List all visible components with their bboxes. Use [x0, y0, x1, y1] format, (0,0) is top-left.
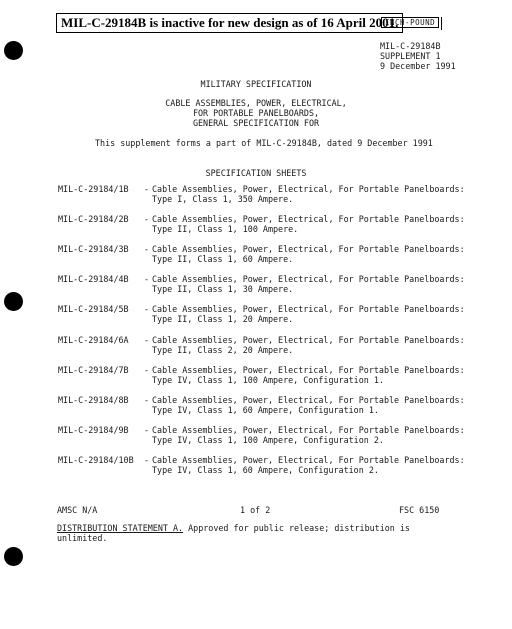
sheet-desc-line-1: Cable Assemblies, Power, Electrical, For Portable Panelboards:: [152, 184, 465, 194]
amsc-code: AMSC N/A: [57, 505, 98, 515]
sheet-dash: -: [144, 214, 150, 224]
punch-hole: [4, 41, 23, 60]
sheet-dash: -: [144, 395, 150, 405]
sheet-desc-line-2: Type IV, Class 1, 60 Ampere, Configuration 2.: [152, 465, 379, 475]
sheet-desc-line-1: Cable Assemblies, Power, Electrical, For Portable Panelboards:: [152, 274, 465, 284]
spec-heading: MILITARY SPECIFICATION: [200, 79, 312, 89]
sheet-desc-line-1: Cable Assemblies, Power, Electrical, For Portable Panelboards:: [152, 304, 465, 314]
distribution-text: Approved for public release; distribution is: [188, 523, 410, 533]
sheet-dash: -: [144, 184, 150, 194]
sheet-desc-line-2: Type IV, Class 1, 100 Ampere, Configuration 1.: [152, 375, 384, 385]
distribution-statement: [57, 523, 410, 533]
supplement-label: SUPPLEMENT 1: [380, 51, 441, 61]
sheet-desc-line-1: Cable Assemblies, Power, Electrical, For Portable Panelboards:: [152, 214, 465, 224]
punch-hole: [4, 292, 23, 311]
sheet-desc-line-1: Cable Assemblies, Power, Electrical, For Portable Panelboards:: [152, 335, 465, 345]
sheet-id: MIL-C-29184/3B: [58, 244, 129, 254]
intro-text: This supplement forms a part of MIL-C-29184B, dated 9 December 1991: [95, 138, 433, 148]
sheet-desc-line-2: Type I, Class 1, 350 Ampere.: [152, 194, 294, 204]
sheet-id: MIL-C-29184/7B: [58, 365, 129, 375]
sheet-desc-line-1: Cable Assemblies, Power, Electrical, For Portable Panelboards:: [152, 365, 465, 375]
sheet-dash: -: [144, 335, 150, 345]
sheet-desc-line-2: Type II, Class 1, 20 Ampere.: [152, 314, 294, 324]
sheet-dash: -: [144, 274, 150, 284]
fsc-code: FSC 6150: [399, 505, 440, 515]
inch-pound-divider: [441, 17, 442, 30]
sheet-id: MIL-C-29184/8B: [58, 395, 129, 405]
inch-pound-label: INCH-POUND: [381, 17, 439, 28]
sheet-dash: -: [144, 425, 150, 435]
sheet-desc-line-1: Cable Assemblies, Power, Electrical, For Portable Panelboards:: [152, 425, 465, 435]
sheet-id: MIL-C-29184/9B: [58, 425, 129, 435]
sheet-desc-line-2: Type IV, Class 1, 60 Ampere, Configuration 1.: [152, 405, 379, 415]
sheet-id: MIL-C-29184/5B: [58, 304, 129, 314]
sheet-id: MIL-C-29184/4B: [58, 274, 129, 284]
sheet-desc-line-1: Cable Assemblies, Power, Electrical, For Portable Panelboards:: [152, 244, 465, 254]
sheet-dash: -: [144, 304, 150, 314]
sheet-desc-line-2: Type II, Class 1, 30 Ampere.: [152, 284, 294, 294]
sheet-dash: -: [144, 244, 150, 254]
doc-date: 9 December 1991: [380, 61, 456, 71]
distribution-text-cont: unlimited.: [57, 533, 108, 543]
sheet-id: MIL-C-29184/10B: [58, 455, 134, 465]
title-line-3: GENERAL SPECIFICATION FOR: [192, 118, 320, 128]
inactive-notice-banner: MIL-C-29184B is inactive for new design as of 16 April 2001.: [56, 13, 403, 33]
sheet-desc-line-2: Type II, Class 1, 100 Ampere.: [152, 224, 299, 234]
punch-hole: [4, 547, 23, 566]
sheet-desc-line-2: Type II, Class 2, 20 Ampere.: [152, 345, 294, 355]
sheet-id: MIL-C-29184/6A: [58, 335, 129, 345]
sheet-id: MIL-C-29184/2B: [58, 214, 129, 224]
sheet-desc-line-2: Type II, Class 1, 60 Ampere.: [152, 254, 294, 264]
sheet-dash: -: [144, 365, 150, 375]
sheet-desc-line-1: Cable Assemblies, Power, Electrical, For Portable Panelboards:: [152, 395, 465, 405]
sheet-id: MIL-C-29184/1B: [58, 184, 129, 194]
distribution-label: DISTRIBUTION STATEMENT A.: [57, 523, 184, 533]
title-line-1: CABLE ASSEMBLIES, POWER, ELECTRICAL,: [165, 98, 347, 108]
doc-id: MIL-C-29184B: [380, 41, 441, 51]
sheet-desc-line-2: Type IV, Class 1, 100 Ampere, Configuration 2.: [152, 435, 384, 445]
title-line-2: FOR PORTABLE PANELBOARDS,: [192, 108, 320, 118]
page-number: 1 of 2: [240, 505, 271, 515]
sheet-dash: -: [144, 455, 150, 465]
sheets-heading: SPECIFICATION SHEETS: [205, 168, 307, 178]
sheet-desc-line-1: Cable Assemblies, Power, Electrical, For Portable Panelboards:: [152, 455, 465, 465]
